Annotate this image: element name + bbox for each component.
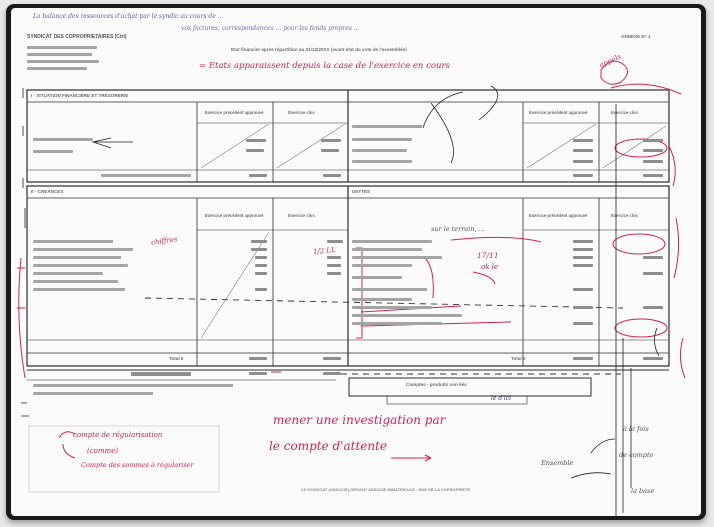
- document-title: Etat financier après répartition au 31/12/20XX (avant état du vote de l'assemblée): [231, 47, 407, 52]
- col-current-a-right: Exercice clos: [611, 110, 638, 115]
- col-current-b-right: Exercice clos: [611, 213, 638, 218]
- left-red-note: chiffres: [150, 235, 179, 247]
- total-label-right: Total II: [511, 356, 526, 361]
- col-previous-b: Exercice précédent approuvé: [205, 213, 264, 218]
- title-handwritten-note: = Etats apparaissent depuis la case de l'exercice en cours: [199, 61, 450, 71]
- col-previous-a-right: Exercice précédent approuvé: [529, 110, 588, 115]
- document-page: [11, 8, 701, 516]
- bottom-right-note-3: de compte: [619, 451, 654, 459]
- col-current-a: Exercice clos: [288, 110, 315, 115]
- bottom-red-note-2: le compte d'attente: [269, 439, 388, 453]
- bottom-red-note-1: mener une investigation par: [273, 413, 446, 427]
- top-handwritten-note: La balance des ressources d'achat par le syndic au cours de ...: [33, 13, 224, 20]
- total-label-left: Total II: [169, 356, 184, 361]
- bottom-left-note-1: compte de régularisation: [73, 431, 163, 439]
- col-current-b: Exercice clos: [288, 213, 315, 218]
- col-previous-b-right: Exercice précédent approuvé: [529, 213, 588, 218]
- syndicat-header: SYNDICAT DES COPROPRIETAIRES (Ctrl): [27, 34, 127, 40]
- top-handwritten-note-2: vos factures, correspondances ... pour les fonds propres ...: [181, 25, 360, 32]
- mid-red-note-4: ok le: [481, 263, 499, 271]
- bottom-left-note-3: Compte des sommes à régulariser: [81, 461, 194, 469]
- bottom-right-note-4: la base: [631, 487, 655, 495]
- col-previous-a: Exercice précédent approuvé: [205, 110, 264, 115]
- footer-box-label: Comptes - produits non liés: [406, 382, 467, 387]
- section-a-title: I - SITUATION FINANCIÈRE ET TRÉSORERIE: [31, 93, 129, 98]
- mid-red-note-1: 1/2 LL: [312, 245, 337, 257]
- bottom-right-note-2: Ensemble: [541, 459, 574, 467]
- right-top-note: appels: [598, 52, 623, 70]
- bottom-right-note-1: à la fois: [623, 425, 649, 433]
- footer-note: LE SYNDICAT (ASSOCIÉ) GÉRANT ASSOCIÉ IMMATRICULÉ - RUE DE LA COPROPRIÉTÉ: [301, 487, 471, 492]
- section-b-title: II - CRÉANCES: [31, 189, 64, 194]
- section-c-title: DETTES: [352, 189, 371, 194]
- mid-red-note-3: 17/11: [477, 251, 499, 260]
- mid-dark-note: sur le terrain, ...: [431, 225, 485, 233]
- blue-note: le d'ici: [491, 395, 512, 402]
- bottom-left-note-2: (comme): [87, 447, 119, 455]
- annex-number: ANNEXE N° 1: [621, 34, 651, 39]
